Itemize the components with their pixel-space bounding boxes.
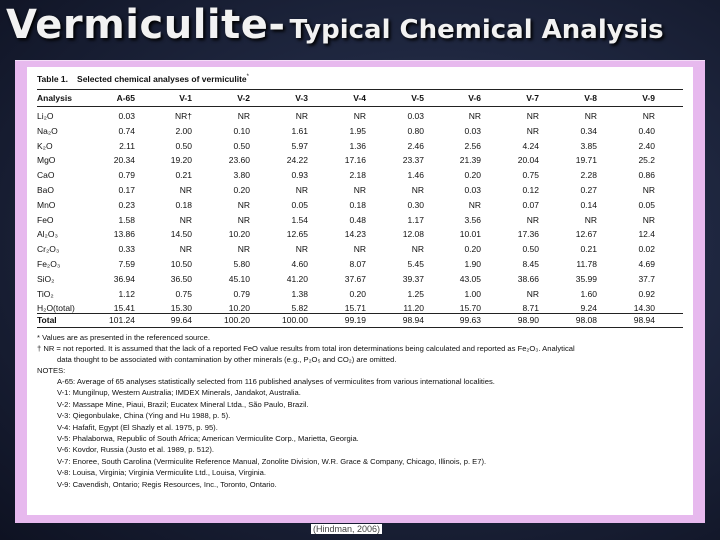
row-label: TiO₂ bbox=[37, 288, 54, 299]
table-cell: 0.17 bbox=[118, 185, 135, 195]
table-cell: 1.90 bbox=[464, 259, 481, 269]
table-cell: 0.05 bbox=[291, 199, 308, 210]
table-row bbox=[27, 184, 693, 197]
table-cell: NR bbox=[353, 111, 366, 121]
table-cell: 0.21 bbox=[580, 244, 597, 255]
table-cell: 11.78 bbox=[576, 259, 597, 269]
table-cell: 0.23 bbox=[118, 199, 135, 210]
column-header: V-8 bbox=[584, 93, 597, 103]
table-cell: NR bbox=[179, 244, 192, 255]
table-cell: 0.75 bbox=[175, 288, 192, 299]
table-cell: 0.21 bbox=[175, 170, 192, 181]
table-cell: 0.34 bbox=[580, 125, 597, 136]
table-row bbox=[27, 125, 693, 138]
table-cell: NR bbox=[526, 111, 539, 121]
table-cell: 0.50 bbox=[522, 244, 539, 255]
note-item: V-1: Mungilnup, Western Australia; IMDEX Minerals, Jandakot, Australia. bbox=[57, 388, 301, 398]
table-row bbox=[27, 243, 693, 256]
column-header: V-7 bbox=[526, 93, 539, 103]
note-item: V-6: Kovdor, Russia (Justo et al. 1989, p. 512). bbox=[57, 445, 215, 455]
table-cell: 12.65 bbox=[286, 229, 308, 240]
table-cell: 0.02 bbox=[638, 244, 655, 255]
table-cell: 17.16 bbox=[344, 155, 366, 166]
note-item: V-2: Massape Mine, Piaui, Brazil; Eucatex Mineral Ltda., São Paulo, Brazil. bbox=[57, 399, 309, 409]
table-cell: 2.40 bbox=[638, 140, 655, 151]
table-cell: 3.85 bbox=[580, 140, 597, 151]
table-cell: 1.00 bbox=[464, 288, 481, 299]
table-cell: NR† bbox=[174, 111, 192, 121]
table-cell: 15.30 bbox=[170, 303, 192, 314]
table-cell: 23.37 bbox=[402, 155, 424, 166]
table-cell: 4.60 bbox=[291, 259, 308, 269]
row-label: MgO bbox=[37, 155, 56, 166]
table-cell: 10.50 bbox=[170, 259, 192, 269]
note-item: A-65: Average of 65 analyses statistically selected from 116 published analyses of vermiculites from various international localities. bbox=[57, 377, 495, 386]
table-cell: 17.36 bbox=[517, 229, 539, 240]
table-cell: NR bbox=[584, 111, 597, 121]
table-cell: 1.60 bbox=[580, 288, 597, 299]
table-cell: 1.25 bbox=[407, 288, 424, 299]
table-row bbox=[27, 140, 693, 153]
table-cell: 4.24 bbox=[522, 140, 539, 151]
table-cell: 0.05 bbox=[638, 199, 655, 210]
table-cell: 1.17 bbox=[407, 214, 424, 225]
table-cell: 14.30 bbox=[633, 303, 655, 314]
note-item: V-5: Phalaborwa, Republic of South Africa; American Vermiculite Corp., Marietta, Georgia. bbox=[57, 434, 359, 443]
table-cell: 2.46 bbox=[407, 140, 424, 151]
table-cell: 21.39 bbox=[459, 155, 481, 166]
table-cell: 0.03 bbox=[464, 125, 481, 136]
table-cell: 36.50 bbox=[170, 273, 192, 284]
table-cell: NR bbox=[179, 214, 192, 225]
table-cell: 0.20 bbox=[464, 244, 481, 255]
row-label: BaO bbox=[37, 185, 55, 195]
table-cell: 0.79 bbox=[118, 170, 135, 181]
table-cell: 0.14 bbox=[580, 199, 597, 210]
table-cell: NR bbox=[353, 244, 366, 255]
row-label: Li₂O bbox=[37, 111, 54, 121]
table-cell: 43.05 bbox=[459, 273, 481, 284]
table-cell: 5.80 bbox=[233, 259, 250, 269]
table-cell: 1.95 bbox=[349, 125, 366, 136]
table-cell: 11.20 bbox=[403, 303, 424, 314]
table-cell: 12.67 bbox=[575, 229, 597, 240]
header-rule bbox=[37, 106, 683, 107]
slide-title bbox=[6, 2, 664, 58]
row-label: Na₂O bbox=[37, 125, 58, 136]
table-cell: NR bbox=[295, 244, 308, 255]
row-label: Cr₂O₃ bbox=[37, 244, 60, 255]
table-cell: 0.79 bbox=[233, 288, 250, 299]
footnote-nr-continued: data thought to be associated with contamination by other minerals (e.g., P₂O₅ and CO₂) are omitted. bbox=[57, 355, 397, 364]
bottom-rule bbox=[37, 327, 683, 328]
table-cell: 20.34 bbox=[113, 155, 135, 166]
table-cell: 1.46 bbox=[407, 170, 424, 181]
table-cell: 15.41 bbox=[113, 303, 135, 314]
column-header: V-1 bbox=[179, 93, 192, 103]
table-cell: 8.71 bbox=[522, 303, 539, 314]
table-cell: 0.33 bbox=[118, 244, 135, 255]
table-row bbox=[27, 288, 693, 301]
table-cell: 19.71 bbox=[575, 155, 597, 166]
table-cell: 0.92 bbox=[638, 288, 655, 299]
table-cell: 0.48 bbox=[349, 214, 366, 225]
table-cell: 0.12 bbox=[522, 185, 539, 195]
table-cell: 36.94 bbox=[113, 273, 135, 284]
table-cell: 23.60 bbox=[228, 155, 250, 166]
slide-title-main: Vermiculite- bbox=[6, 2, 286, 48]
table-cell: 0.40 bbox=[638, 125, 655, 136]
table-cell: 1.54 bbox=[291, 214, 308, 225]
table-cell: 2.56 bbox=[464, 140, 481, 151]
table-label: Table 1. bbox=[37, 74, 69, 84]
footnote-values: * Values are as presented in the referenced source. bbox=[37, 333, 210, 342]
note-item: V-4: Hafafit, Egypt (El Shazly et al. 1975, p. 95). bbox=[57, 422, 218, 432]
table-cell: 0.10 bbox=[233, 125, 250, 136]
table-cell: 4.69 bbox=[638, 259, 655, 269]
table-row bbox=[27, 199, 693, 212]
table-cell: NR bbox=[526, 125, 539, 136]
table-cell: 1.12 bbox=[118, 288, 135, 299]
top-rule bbox=[37, 89, 683, 90]
table-cell: 41.20 bbox=[286, 273, 308, 284]
citation: (Hindman, 2006) bbox=[313, 524, 381, 534]
table-cell: 99.63 bbox=[459, 315, 481, 325]
table-cell: 19.20 bbox=[170, 155, 192, 166]
row-label: CaO bbox=[37, 170, 55, 181]
row-label: MnO bbox=[37, 199, 56, 210]
table-cell: 0.20 bbox=[464, 170, 481, 181]
table-cell: NR bbox=[642, 185, 655, 195]
row-label: Fe₂O₃ bbox=[37, 259, 61, 269]
total-row bbox=[27, 314, 693, 327]
header-analysis: Analysis bbox=[37, 93, 72, 103]
table-cell: 2.28 bbox=[580, 170, 597, 181]
table-cell: 0.07 bbox=[522, 199, 539, 210]
table-cell: 9.24 bbox=[580, 303, 597, 314]
table-cell: 0.74 bbox=[118, 125, 135, 136]
table-cell: NR bbox=[237, 199, 250, 210]
column-header: A-65 bbox=[116, 93, 135, 103]
table-cell: 25.2 bbox=[638, 155, 655, 166]
table-row bbox=[27, 228, 693, 241]
table-row bbox=[27, 214, 693, 227]
table-cell: 99.19 bbox=[344, 315, 366, 325]
table-cell: 14.23 bbox=[344, 229, 366, 240]
note-item: V-9: Cavendish, Ontario; Regis Resources, Inc., Toronto, Ontario. bbox=[57, 479, 277, 489]
footnote-nr: † NR = not reported. It is assumed that the lack of a reported FeO value results from total iron determinations being calculated and reported as Fe₂O₃. Analytical bbox=[37, 344, 575, 353]
table-cell: 0.20 bbox=[233, 185, 250, 195]
table-cell: 8.07 bbox=[349, 259, 366, 269]
table-row bbox=[27, 169, 693, 182]
table-cell: NR bbox=[468, 199, 481, 210]
column-header: V-9 bbox=[642, 93, 655, 103]
table-cell: NR bbox=[642, 111, 655, 121]
row-label: FeO bbox=[37, 214, 54, 225]
notes-heading: NOTES: bbox=[37, 366, 66, 375]
table-cell: 98.94 bbox=[402, 315, 424, 325]
table-cell: NR bbox=[353, 185, 366, 195]
table-cell: 5.45 bbox=[407, 259, 424, 269]
table-cell: 1.61 bbox=[291, 125, 308, 136]
table-cell: 0.03 bbox=[464, 185, 481, 195]
column-header: V-4 bbox=[353, 93, 366, 103]
table-cell: 2.11 bbox=[119, 140, 135, 151]
table-caption bbox=[37, 74, 249, 84]
row-label: SiO₂ bbox=[37, 273, 55, 284]
table-caption-mark: * bbox=[246, 74, 249, 81]
table-cell: 2.18 bbox=[349, 170, 366, 181]
table-cell: 20.04 bbox=[517, 155, 539, 166]
table-cell: 100.20 bbox=[224, 315, 250, 325]
table-row bbox=[27, 154, 693, 167]
table-cell: 37.67 bbox=[344, 273, 366, 284]
table-cell: NR bbox=[411, 185, 424, 195]
table-cell: 0.50 bbox=[233, 140, 250, 151]
table-row bbox=[27, 273, 693, 286]
table-cell: NR bbox=[295, 111, 308, 121]
table-cell: 24.22 bbox=[286, 155, 308, 166]
table-cell: NR bbox=[584, 214, 597, 225]
table-cell: 0.27 bbox=[580, 185, 597, 195]
table-row bbox=[27, 258, 693, 271]
total-rule bbox=[37, 313, 683, 314]
table-cell: 0.75 bbox=[522, 170, 539, 181]
table-cell: 3.56 bbox=[464, 214, 481, 225]
table-cell: 38.66 bbox=[517, 273, 539, 284]
table-cell: NR bbox=[526, 214, 539, 225]
table-cell: 0.03 bbox=[407, 111, 424, 121]
table-cell: 101.24 bbox=[109, 315, 135, 325]
table-cell: 100.00 bbox=[282, 315, 308, 325]
table-cell: NR bbox=[468, 111, 481, 121]
table-cell: 12.08 bbox=[402, 229, 424, 240]
column-header: V-2 bbox=[237, 93, 250, 103]
table-cell: 15.70 bbox=[459, 303, 481, 314]
table-cell: 0.93 bbox=[291, 170, 308, 181]
table-cell: 5.82 bbox=[291, 303, 308, 314]
slide-title-sub: Typical Chemical Analysis bbox=[289, 15, 664, 45]
table-cell: NR bbox=[295, 185, 308, 195]
column-header: V-5 bbox=[411, 93, 424, 103]
table-cell: 1.58 bbox=[118, 214, 135, 225]
table-cell: 98.08 bbox=[575, 315, 597, 325]
table-cell: NR bbox=[237, 111, 250, 121]
table-sheet bbox=[27, 67, 693, 515]
table-caption-text: Selected chemical analyses of vermiculite bbox=[77, 74, 247, 84]
table-cell: 0.30 bbox=[407, 199, 424, 210]
note-item: V-8: Louisa, Virginia; Virginia Vermiculite Ltd., Louisa, Virginia. bbox=[57, 468, 266, 478]
table-cell: 35.99 bbox=[575, 273, 597, 284]
table-cell: 99.64 bbox=[170, 315, 192, 325]
table-cell: NR bbox=[179, 185, 192, 195]
column-header: V-3 bbox=[295, 93, 308, 103]
table-cell: 0.20 bbox=[349, 288, 366, 299]
table-cell: 7.59 bbox=[118, 259, 135, 269]
table-cell: 13.86 bbox=[113, 229, 135, 240]
table-cell: 0.18 bbox=[175, 199, 192, 210]
table-cell: 0.50 bbox=[175, 140, 192, 151]
row-label: Al₂O₃ bbox=[37, 229, 58, 240]
table-cell: 0.86 bbox=[638, 170, 655, 181]
table-cell: NR bbox=[237, 244, 250, 255]
table-cell: 0.03 bbox=[118, 111, 135, 121]
row-label: K₂O bbox=[37, 140, 53, 151]
table-cell: NR bbox=[411, 244, 424, 255]
note-item: V-7: Enoree, South Carolina (Vermiculite Reference Manual, Zonolite Division, W.R. Grace & Company, Chicago, Illinois, p. E7). bbox=[57, 456, 487, 466]
table-cell: 0.80 bbox=[407, 125, 424, 136]
column-header: V-6 bbox=[468, 93, 481, 103]
table-row bbox=[27, 110, 693, 123]
table-cell: 2.00 bbox=[175, 125, 192, 136]
table-cell: 8.45 bbox=[522, 259, 539, 269]
table-cell: 15.71 bbox=[344, 303, 366, 314]
table-cell: 0.18 bbox=[349, 199, 366, 210]
note-item: V-3: Qiegonbulake, China (Ying and Hu 1988, p. 5). bbox=[57, 411, 231, 421]
table-cell: 10.20 bbox=[228, 229, 250, 240]
table-cell: 98.94 bbox=[633, 315, 655, 325]
table-cell: 1.36 bbox=[349, 140, 366, 151]
table-cell: 3.80 bbox=[233, 170, 250, 181]
table-cell: 10.20 bbox=[228, 303, 250, 314]
header-row bbox=[27, 92, 693, 105]
table-cell: NR bbox=[526, 288, 539, 299]
table-cell: 12.4 bbox=[638, 229, 655, 240]
table-cell: 5.97 bbox=[291, 140, 308, 151]
table-cell: 39.37 bbox=[402, 273, 424, 284]
table-cell: 10.01 bbox=[459, 229, 481, 240]
row-label: H₂O(total) bbox=[37, 303, 75, 314]
table-cell: 45.10 bbox=[228, 273, 250, 284]
table-cell: 98.90 bbox=[517, 315, 539, 325]
table-cell: 14.50 bbox=[170, 229, 192, 240]
table-cell: 37.7 bbox=[638, 273, 655, 284]
table-cell: 1.38 bbox=[291, 288, 308, 299]
table-cell: NR bbox=[642, 214, 655, 225]
row-label: Total bbox=[37, 315, 57, 325]
table-cell: NR bbox=[237, 214, 250, 225]
